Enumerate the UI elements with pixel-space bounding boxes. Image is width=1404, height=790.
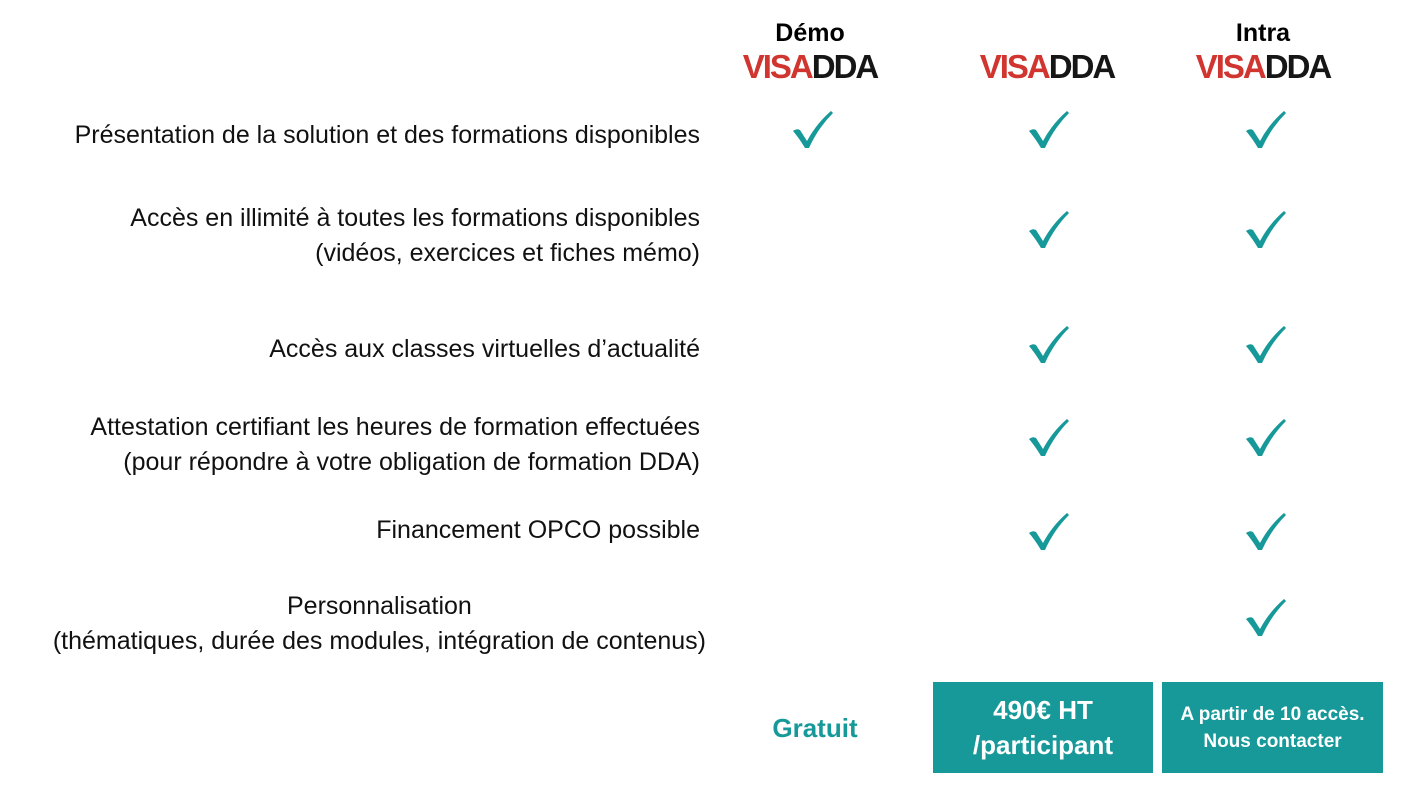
column-header-demo xyxy=(700,20,920,84)
feature-unlimited-access: Accès en illimité à toutes les formations disponibles (vidéos, exercices et fiches mémo) xyxy=(130,204,700,267)
check-icon xyxy=(1026,108,1070,152)
visadda-logo-demo: VISADDA xyxy=(742,48,878,85)
check-icon xyxy=(1243,596,1287,640)
check-icon xyxy=(1026,208,1070,252)
feature-presentation: Présentation de la solution et des formations disponibles xyxy=(74,121,700,149)
column-prefix-intra: Intra xyxy=(1235,19,1291,47)
feature-opco: Financement OPCO possible xyxy=(376,516,700,544)
check-icon xyxy=(1026,323,1070,367)
check-icon xyxy=(1243,323,1287,367)
feature-personalisation: Personnalisation (thématiques, durée des modules, intégration de contenus) xyxy=(52,592,706,655)
check-icon xyxy=(1243,208,1287,252)
column-header-standard xyxy=(937,20,1157,84)
visadda-logo-standard: VISADDA xyxy=(979,48,1115,85)
column-prefix-demo: Démo xyxy=(775,19,845,47)
check-icon xyxy=(1243,510,1287,554)
column-header-intra xyxy=(1153,20,1373,84)
check-icon xyxy=(1243,416,1287,460)
price-intra-contact[interactable] xyxy=(1162,682,1383,773)
price-standard[interactable] xyxy=(933,682,1153,773)
feature-attestation: Attestation certifiant les heures de formation effectuées (pour répondre à votre obligation de formation DDA) xyxy=(90,413,700,476)
check-icon xyxy=(1026,510,1070,554)
check-icon xyxy=(1243,108,1287,152)
price-intra-minimum: A partir de 10 accès. xyxy=(1180,703,1365,725)
price-intra-contact-label: Nous contacter xyxy=(1203,730,1342,752)
check-icon xyxy=(1026,416,1070,460)
visadda-logo-intra: VISADDA xyxy=(1195,48,1331,85)
price-standard-amount: 490€ HT xyxy=(993,694,1093,725)
price-standard-unit: /participant xyxy=(972,729,1114,760)
column-prefix-standard xyxy=(937,20,1157,46)
check-icon xyxy=(790,108,834,152)
feature-virtual-classes: Accès aux classes virtuelles d’actualité xyxy=(269,335,700,363)
price-demo: Gratuit xyxy=(772,713,858,743)
